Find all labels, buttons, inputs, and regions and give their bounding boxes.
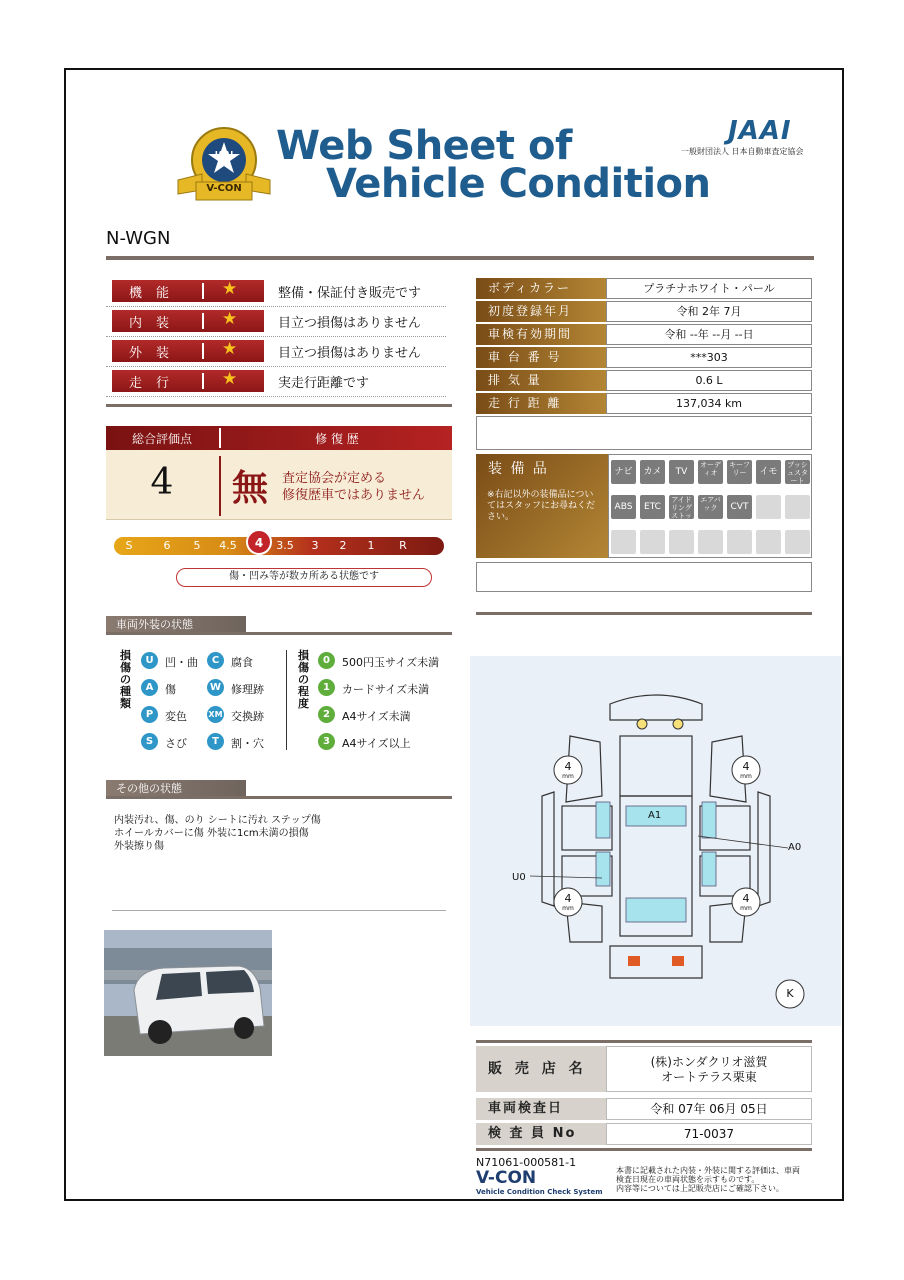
overall-score: 4 — [150, 462, 174, 503]
equipment-tile-empty — [756, 530, 781, 554]
tire-depth-unit: mm — [740, 773, 752, 780]
inspection-date-value: 令和 07年 06月 05日 — [606, 1098, 812, 1120]
disclaimer-line: 本書に記載された内装・外装に関する評価は、車両 — [616, 1166, 800, 1175]
spec-label: 走 行 距 離 — [476, 393, 606, 414]
damage-kind-label: 損傷の種類 — [120, 649, 131, 710]
eval-label: 内装 — [128, 316, 183, 331]
grade-selected: 4 — [246, 529, 272, 555]
degree-code-icon: 3 — [318, 733, 335, 750]
degree-text: A4サイズ以上 — [342, 737, 411, 750]
jaai-logo: JAAI — [728, 116, 792, 146]
page-title-line1: Web Sheet of — [276, 123, 572, 169]
equipment-tile: プッシュスタート — [787, 461, 808, 485]
eval-row — [112, 280, 264, 302]
history-mark: 無 — [232, 467, 269, 509]
history-header: 修 復 歴 — [315, 432, 359, 446]
vcon-brand: V-CON — [476, 1168, 537, 1188]
tire-depth-value: 4 — [742, 892, 750, 905]
grade-cell: 4.5 — [219, 539, 237, 552]
damage-code-icon: T — [207, 733, 224, 750]
damage-mark: A1 — [648, 810, 662, 821]
disclaimer-line: 内容等については上記販売店にご確認下さい。 — [616, 1184, 784, 1193]
eval-label: 走行 — [128, 376, 183, 391]
star-icon: ★ — [222, 279, 238, 299]
eval-divider — [106, 336, 446, 337]
shop-name-value — [606, 1046, 812, 1092]
eval-bar — [202, 313, 204, 329]
tire-depth-unit: mm — [740, 905, 752, 912]
score-header: 総合評価点 — [131, 432, 192, 446]
spec-label: 車検有効期間 — [476, 324, 606, 345]
other-section-line — [106, 796, 452, 799]
eval-row — [112, 340, 264, 362]
degree-text: カードサイズ未満 — [342, 683, 430, 696]
damage-kind-text: 修理跡 — [231, 683, 264, 696]
equipment-tile: ABS — [611, 495, 636, 519]
eval-bar — [202, 343, 204, 359]
spec-value: 0.6 L — [606, 370, 812, 391]
degree-code-icon: 0 — [318, 652, 335, 669]
equipment-tile: アイドリングストップ — [669, 495, 694, 519]
equipment-tile-empty — [727, 530, 752, 554]
other-section-head: その他の状態 — [106, 780, 246, 798]
inspection-date-label: 車両検査日 — [476, 1098, 606, 1120]
footer-disclaimer — [616, 1166, 800, 1193]
eval-divider — [106, 306, 446, 307]
eval-bottom-line — [106, 404, 452, 407]
degree-code-icon: 1 — [318, 679, 335, 696]
tire-depth-value: 4 — [564, 892, 572, 905]
spec-label: 排 気 量 — [476, 370, 606, 391]
damage-code-icon: XM — [207, 706, 224, 723]
spec-label: 初度登録年月 — [476, 301, 606, 322]
eval-label: 外装 — [128, 346, 183, 361]
tire-depth-unit: mm — [562, 773, 574, 780]
eval-label: 機能 — [128, 286, 183, 301]
damage-kind-text: 割・穴 — [231, 737, 264, 750]
equipment-tile: TV — [669, 460, 694, 484]
equipment-tile: ETC — [640, 495, 665, 519]
spec-value: プラチナホワイト・パール — [606, 278, 812, 299]
equipment-tile: エアバック — [698, 495, 723, 519]
grade-cell: 3.5 — [276, 539, 294, 552]
equipment-tile-empty — [785, 530, 810, 554]
star-icon: ★ — [222, 309, 238, 329]
shop-name-line: (株)ホンダクリオ滋賀 — [650, 1055, 768, 1069]
damage-code-icon: W — [207, 679, 224, 696]
grade-cell: 1 — [367, 539, 375, 552]
damage-degree-label: 損傷の程度 — [298, 649, 309, 710]
other-divider — [112, 910, 446, 911]
jaai-org-name: 一般財団法人 日本自動車査定協会 — [681, 147, 804, 156]
degree-code-icon: 2 — [318, 706, 335, 723]
damage-kind-text: 凹・曲 — [165, 656, 198, 669]
eval-row — [112, 370, 264, 392]
equipment-tile-empty — [611, 530, 636, 554]
other-line: 外装擦り傷 — [114, 841, 164, 852]
equipment-note: ※右記以外の装備品についてはスタッフにお尋ねください。 — [487, 490, 596, 522]
history-text-2: 修復歴車ではありません — [282, 488, 426, 503]
damage-code-icon: U — [141, 652, 158, 669]
equipment-title: 装 備 品 — [488, 461, 549, 477]
vehicle-diagram — [470, 656, 841, 1026]
star-icon: ★ — [222, 369, 238, 389]
equipment-tile: イモ — [756, 460, 781, 484]
grade-cell: 2 — [339, 539, 347, 552]
right-divider — [476, 612, 812, 615]
shop-divider-bottom — [476, 1148, 812, 1151]
spec-value: 令和 2年 7月 — [606, 301, 812, 322]
damage-kind-text: 変色 — [165, 710, 187, 723]
equipment-tile-empty — [698, 530, 723, 554]
badge-text: V-CON — [206, 183, 242, 194]
vehicle-photo — [104, 930, 272, 1056]
degree-text: A4サイズ未満 — [342, 710, 411, 723]
page-title-line2: Vehicle Condition — [326, 161, 711, 207]
equipment-tile: キーフリー — [727, 460, 752, 484]
eval-text: 目立つ損傷はありません — [278, 346, 422, 361]
vcon-brand-sub: Vehicle Condition Check System — [476, 1188, 603, 1196]
eval-row — [112, 310, 264, 332]
equipment-tile: カメ — [640, 460, 665, 484]
equipment-tile: ナビ — [611, 460, 636, 484]
grade-cell: S — [125, 539, 133, 552]
equipment-tile: CVT — [727, 495, 752, 519]
equipment-tile-empty — [669, 530, 694, 554]
equipment-tile-empty — [640, 530, 665, 554]
inspector-value: 71-0037 — [606, 1123, 812, 1145]
damage-kind-text: さび — [165, 737, 187, 750]
equipment-empty-box — [476, 562, 812, 592]
eval-text: 目立つ損傷はありません — [278, 316, 422, 331]
inspector-label: 検 査 員 No — [476, 1123, 606, 1145]
damage-kind-text: 傷 — [165, 683, 176, 696]
history-text-1: 査定協会が定める — [282, 471, 387, 486]
vehicle-name: N-WGN — [106, 228, 171, 249]
shop-name-label: 販 売 店 名 — [476, 1046, 606, 1092]
legend-divider — [286, 650, 287, 750]
grade-cell: R — [399, 539, 407, 552]
eval-text: 整備・保証付き販売です — [278, 286, 422, 301]
score-divider — [219, 456, 221, 516]
damage-code-icon: A — [141, 679, 158, 696]
disclaimer-line: 検査日現在の車両状態を示すものです。 — [616, 1175, 760, 1184]
damage-kind-text: 腐食 — [231, 656, 253, 669]
title-divider — [106, 256, 814, 260]
equipment-tile — [785, 495, 810, 519]
tire-depth-value: 4 — [742, 760, 750, 773]
shop-name-line: オートテラス栗東 — [661, 1070, 757, 1084]
spec-empty-box — [476, 416, 812, 450]
shop-divider-top — [476, 1040, 812, 1043]
grade-cell: 6 — [163, 539, 171, 552]
other-conditions — [114, 814, 321, 853]
document-number: N71061-000581-1 — [476, 1156, 577, 1169]
header-divider — [219, 428, 221, 448]
damage-mark: U0 — [512, 872, 526, 883]
k-mark: K — [786, 987, 794, 1000]
scale-note: 傷・凹み等が数カ所ある状態です — [176, 568, 432, 587]
other-line: ホイールカバーに傷 外装に1cm未満の損傷 — [114, 828, 309, 839]
damage-code-icon: C — [207, 652, 224, 669]
badge-logo-text: JAAI — [214, 150, 234, 159]
other-line: 内装汚れ、傷、のり シートに汚れ ステップ傷 — [114, 815, 321, 826]
equipment-tile — [756, 495, 781, 519]
exterior-section-line — [106, 632, 452, 635]
grade-cell: 3 — [311, 539, 319, 552]
spec-value: 令和 --年 --月 --日 — [606, 324, 812, 345]
equipment-tile: オーディオ — [698, 460, 723, 484]
eval-bar — [202, 283, 204, 299]
spec-value: ***303 — [606, 347, 812, 368]
eval-bar — [202, 373, 204, 389]
damage-kind-text: 交換跡 — [231, 710, 264, 723]
damage-mark: A0 — [788, 842, 802, 853]
spec-value: 137,034 km — [606, 393, 812, 414]
grade-cell: 5 — [193, 539, 201, 552]
tire-depth-value: 4 — [564, 760, 572, 773]
degree-text: 500円玉サイズ未満 — [342, 656, 440, 669]
eval-divider — [106, 366, 446, 367]
tire-depth-unit: mm — [562, 905, 574, 912]
damage-code-icon: S — [141, 733, 158, 750]
damage-code-icon: P — [141, 706, 158, 723]
eval-divider — [106, 396, 446, 397]
spec-label: ボディカラー — [476, 278, 606, 299]
eval-text: 実走行距離です — [278, 376, 370, 391]
exterior-section-head: 車両外装の状態 — [106, 616, 246, 634]
spec-label: 車 台 番 号 — [476, 347, 606, 368]
star-icon: ★ — [222, 339, 238, 359]
